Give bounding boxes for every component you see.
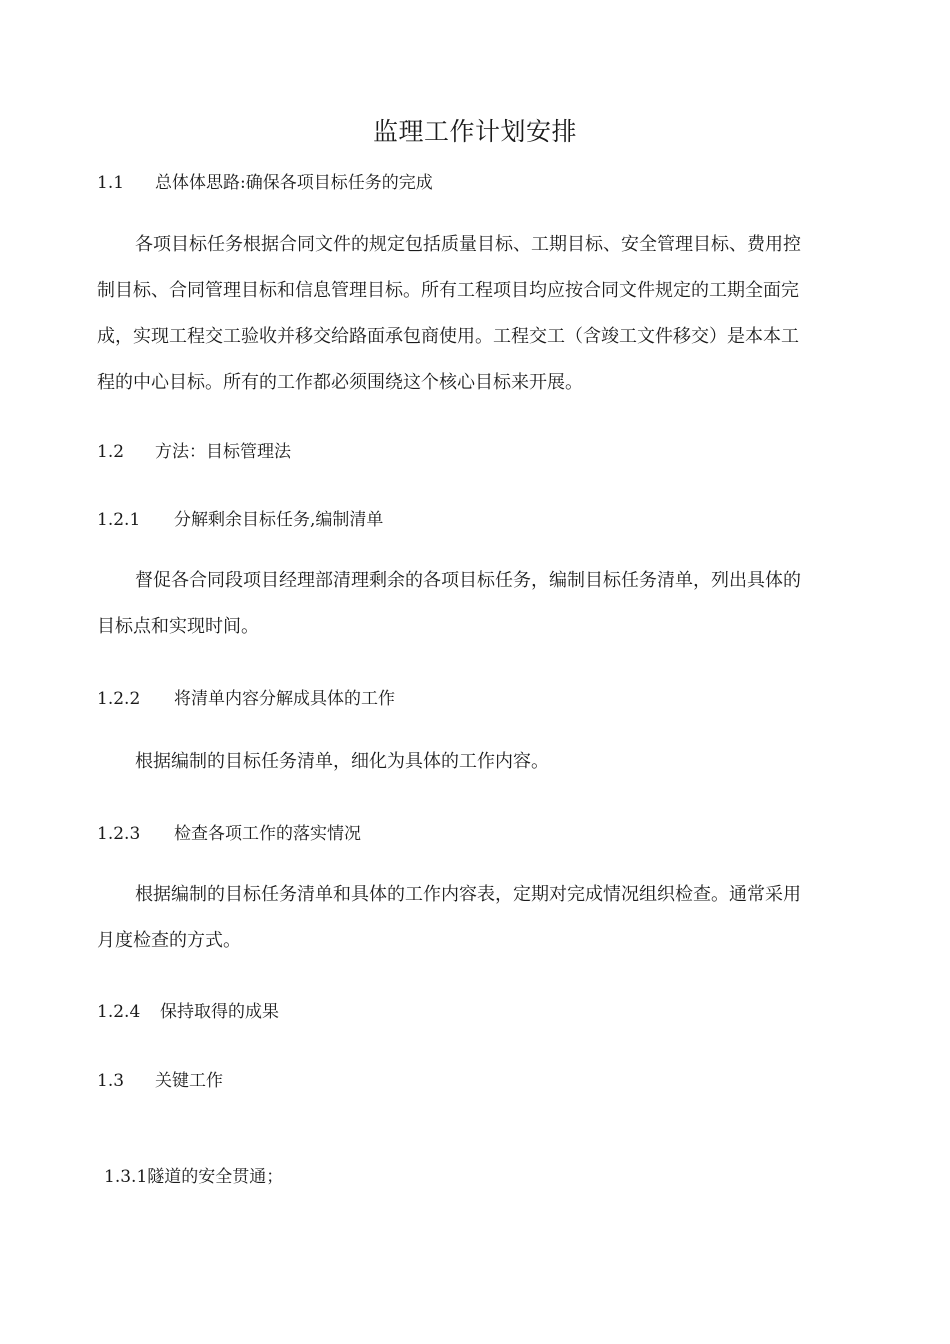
paragraph-line: 督促各合同段项目经理部清理剩余的各项目标任务，编制目标任务清单，列出具体的 — [135, 570, 801, 591]
paragraph-line: 各项目标任务根据合同文件的规定包括质量目标、工期目标、安全管理目标、费用控 — [135, 234, 801, 255]
paragraph-line: 程的中心目标。所有的工作都必须围绕这个核心目标来开展。 — [97, 372, 583, 393]
paragraph-line: 根据编制的目标任务清单，细化为具体的工作内容。 — [135, 751, 549, 772]
section-1-3-heading — [97, 1066, 223, 1091]
section-number: 1.2.3 — [97, 824, 141, 844]
paragraph-line: 根据编制的目标任务清单和具体的工作内容表，定期对完成情况组织检查。通常采用 — [135, 884, 801, 905]
section-number: 1.2.4 — [97, 1002, 141, 1022]
document-title: 监理工作计划安排 — [372, 117, 577, 146]
section-title: 总体体思路:确保各项目标任务的完成 — [155, 173, 433, 193]
paragraph-line: 月度检查的方式。 — [97, 930, 241, 951]
paragraph-refine — [97, 739, 847, 785]
section-1-1-heading — [97, 168, 433, 193]
section-title: 关键工作 — [155, 1071, 223, 1091]
paragraph-line: 成，实现工程交工验收并移交给路面承包商使用。工程交工（含竣工文件移交）是本本工 — [97, 326, 799, 347]
paragraph-inspect — [97, 872, 847, 964]
section-title: 分解剩余目标任务,编制清单 — [174, 510, 384, 530]
section-title: 将清单内容分解成具体的工作 — [174, 689, 395, 709]
section-number: 1.2 — [97, 442, 125, 462]
key-work-item: 1.3.1隧道的安全贯通； — [104, 1167, 284, 1187]
section-number: 1.2.1 — [97, 510, 141, 530]
section-1-2-heading — [97, 437, 291, 462]
paragraph-line: 制目标、合同管理目标和信息管理目标。所有工程项目均应按合同文件规定的工期全面完 — [97, 280, 799, 301]
section-number: 1.1 — [97, 173, 125, 193]
paragraph-decompose — [97, 558, 847, 650]
paragraph-objectives — [97, 222, 847, 406]
section-1-2-1-heading — [97, 505, 383, 530]
section-title: 检查各项工作的落实情况 — [174, 824, 361, 844]
paragraph-line: 目标点和实现时间。 — [97, 616, 259, 637]
section-title: 方法：目标管理法 — [155, 442, 291, 462]
section-1-2-3-heading — [97, 819, 361, 844]
section-1-2-4-heading — [97, 997, 279, 1022]
section-number: 1.3 — [97, 1071, 125, 1091]
section-1-2-2-heading — [97, 684, 395, 709]
section-number: 1.2.2 — [97, 689, 141, 709]
section-title: 保持取得的成果 — [160, 1002, 279, 1022]
